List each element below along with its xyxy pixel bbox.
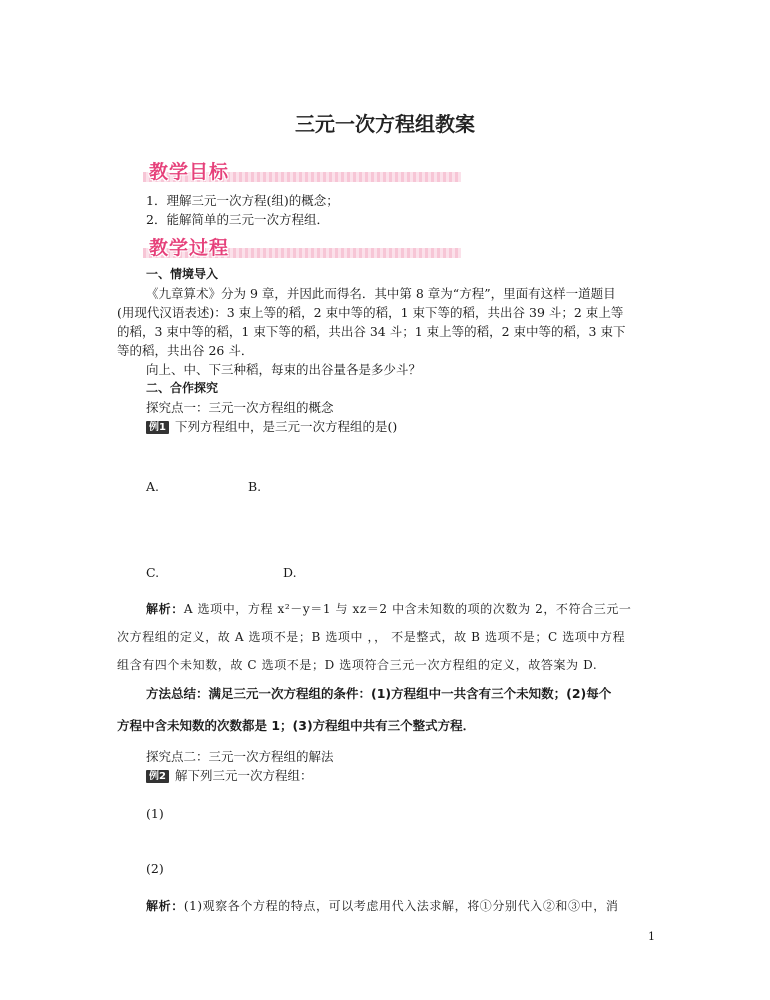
sub-question-1: (1) — [146, 806, 164, 821]
goals-banner-label: 教学目标 — [149, 161, 230, 183]
option-b: B. — [248, 479, 262, 494]
option-a: A. — [146, 479, 160, 494]
page-title: 三元一次方程组教案 — [295, 112, 475, 136]
analysis2-label: 解析： — [146, 899, 184, 913]
example-badge: 例1 — [146, 421, 169, 434]
analysis2-line: 解析：(1)观察各个方程的特点，可以考虑用代入法求解，将①分别代入②和③中，消 — [146, 899, 619, 913]
goals-banner — [143, 158, 461, 184]
sub-question-2: (2) — [146, 861, 164, 876]
story-line: 的稻，3 束中等的稻，1 束下等的稻，共出谷 34 斗；1 束上等的稻，2 束中等的稻，3 束下 — [117, 324, 626, 339]
story-line: 《九章算术》分为 9 章，并因此而得名．其中第 8 章为“方程”，里面有这样一道题目 — [146, 286, 616, 301]
example-2-text: 解下列三元一次方程组： — [174, 768, 313, 783]
analysis-label: 解析： — [146, 602, 184, 616]
explore-point-2: 探究点二：三元一次方程组的解法 — [146, 749, 334, 764]
example-badge: 例2 — [146, 770, 169, 783]
goal-item: 2．能解简单的三元一次方程组． — [146, 212, 329, 227]
option-d: D. — [283, 565, 297, 580]
page-number: 1 — [648, 930, 655, 943]
story-line: 等的稻，共出谷 26 斗． — [117, 343, 254, 358]
explore-point-1: 探究点一：三元一次方程组的概念 — [146, 400, 334, 415]
example-1 — [146, 417, 397, 436]
method-label: 方法总结： — [146, 686, 209, 701]
analysis-line: 组含有四个未知数，故 C 选项不是；D 选项符合三元一次方程组的定义，故答案为 D. — [117, 658, 598, 672]
method-summary-line: 方法总结：满足三元一次方程组的条件：(1)方程组中一共含有三个未知数；(2)每个 — [146, 686, 612, 701]
example-1-text: 下列方程组中，是三元一次方程组的是() — [174, 419, 398, 434]
process-banner — [143, 234, 461, 260]
section-heading-2: 二、合作探究 — [146, 381, 219, 395]
story-line: (用现代汉语表述)：3 束上等的稻，2 束中等的稻，1 束下等的稻，共出谷 39 斗；2 束上等 — [117, 305, 624, 320]
analysis-line: 解析：A 选项中，方程 x²－y＝1 与 xz＝2 中含未知数的项的次数为 2，不符合三元一 — [146, 602, 632, 616]
goal-item: 1．理解三元一次方程(组)的概念； — [146, 193, 339, 208]
method-summary-line: 方程中含未知数的次数都是 1；(3)方程组中共有三个整式方程． — [117, 718, 476, 733]
analysis-line: 次方程组的定义，故 A 选项不是；B 选项中 ，， 不是整式，故 B 选项不是；C 选项中方程 — [117, 630, 626, 644]
example-2 — [146, 766, 312, 785]
process-banner-label: 教学过程 — [149, 237, 230, 259]
story-question: 向上、中、下三种稻，每束的出谷量各是多少斗？ — [146, 362, 422, 377]
section-heading-1: 一、情境导入 — [146, 267, 219, 281]
option-c: C. — [146, 565, 160, 580]
